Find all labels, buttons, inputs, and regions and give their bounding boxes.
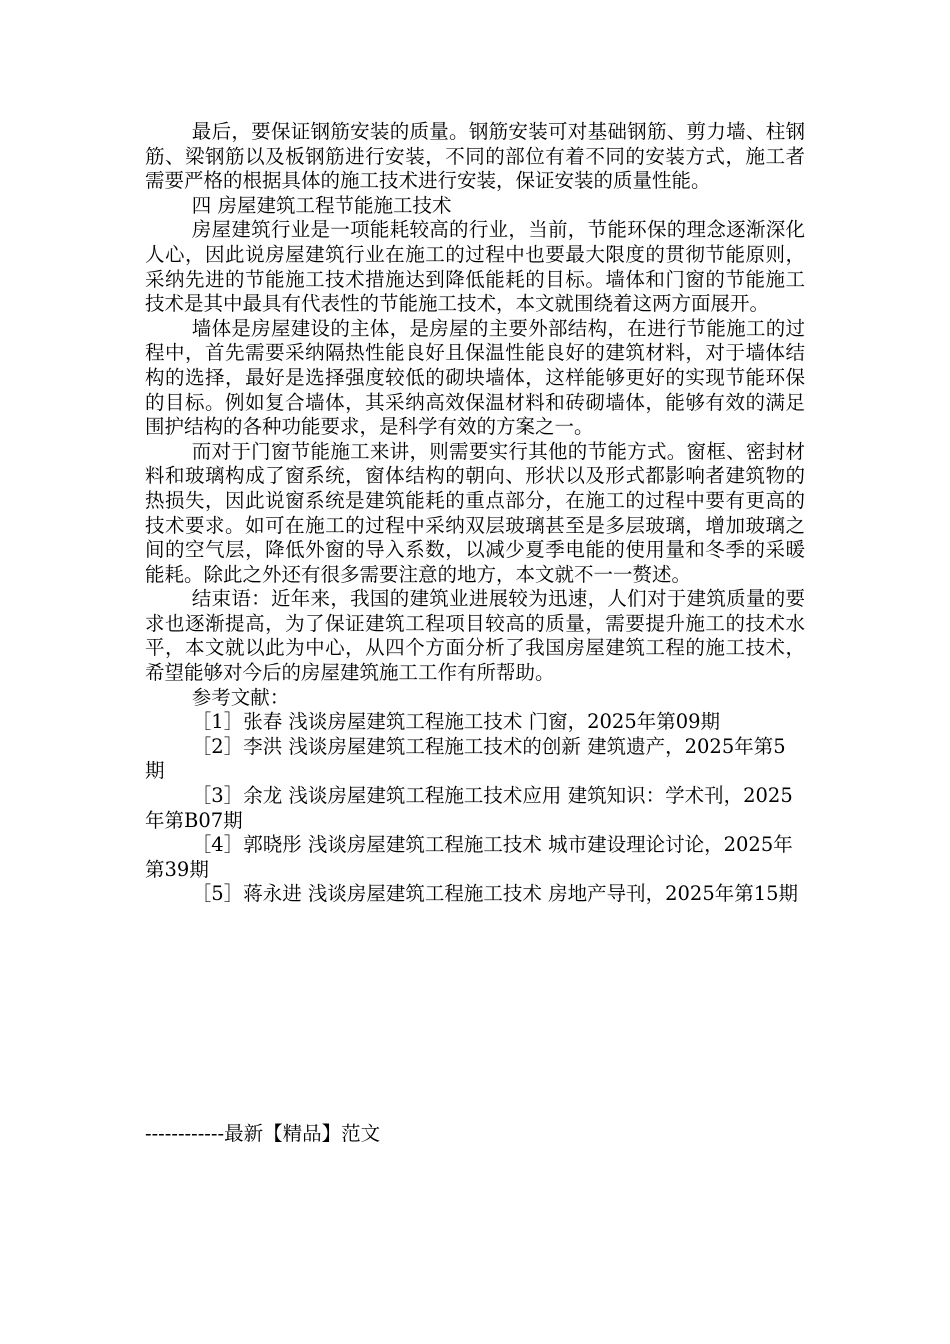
paragraph-energy-intro: 房屋建筑行业是一项能耗较高的行业，当前，节能环保的理念逐渐深化人心，因此说房屋建筑行业在施工的过程中也要最大限度的贯彻节能原则，采纳先进的节能施工技术措施达到降低能耗的目标。墙体和门窗的节能施工技术是其中最具有代表性的节能施工技术，本文就围绕着这两方面展开。 — [145, 218, 805, 316]
reference-item: ［4］郭晓彤 浅谈房屋建筑工程施工技术 城市建设理论讨论，2025年第39期 — [145, 833, 793, 881]
reference-item: ［2］李洪 浅谈房屋建筑工程施工技术的创新 建筑遗产，2025年第5期 — [145, 734, 786, 783]
paragraph-wall: 墙体是房屋建设的主体，是房屋的主要外部结构，在进行节能施工的过程中，首先需要采纳隔热性能良好且保温性能良好的建筑材料，对于墙体结构的选择，最好是选择强度较低的砌块墙体，这样能够更好的实现节能环保的目标。例如复合墙体，其采纳高效保温材料和砖砌墙体，能够有效的满足围护结构的各种功能要求，是科学有效的方案之一。 — [145, 316, 805, 439]
reference-item: ［3］余龙 浅谈房屋建筑工程施工技术应用 建筑知识：学术刊，2025年第B07期 — [145, 784, 793, 832]
document-body — [145, 120, 805, 907]
paragraph-rebar-quality: 最后，要保证钢筋安装的质量。钢筋安装可对基础钢筋、剪力墙、柱钢筋、梁钢筋以及板钢筋进行安装，不同的部位有着不同的安装方式，施工者需要严格的根据具体的施工技术进行安装，保证安装的质量性能。 — [145, 120, 805, 193]
references-title: 参考文献： — [191, 685, 290, 709]
reference-item: ［5］蒋永进 浅谈房屋建筑工程施工技术 房地产导刊，2025年第15期 — [191, 882, 799, 906]
section-heading: 四 房屋建筑工程节能施工技术 — [191, 193, 452, 217]
footer-text: ------------最新【精品】范文 — [145, 1122, 381, 1145]
paragraph-conclusion: 结束语：近年来，我国的建筑业进展较为迅速，人们对于建筑质量的要求也逐渐提高，为了保证建筑工程项目较高的质量，需要提升施工的技术水平，本文就以此为中心，从四个方面分析了我国房屋建筑工程的施工技术，希望能够对今后的房屋建筑施工工作有所帮助。 — [145, 587, 805, 685]
paragraph-window: 而对于门窗节能施工来讲，则需要实行其他的节能方式。窗框、密封材料和玻璃构成了窗系统，窗体结构的朝向、形状以及形式都影响者建筑物的热损失，因此说窗系统是建筑能耗的重点部分，在施工的过程中要有更高的技术要求。如可在施工的过程中采纳双层玻璃甚至是多层玻璃，增加玻璃之间的空气层，降低外窗的导入系数，以减少夏季电能的使用量和冬季的采暖能耗。除此之外还有很多需要注意的地方，本文就不一一赘述。 — [145, 439, 805, 586]
reference-item: ［1］张春 浅谈房屋建筑工程施工技术 门窗，2025年第09期 — [191, 710, 721, 734]
